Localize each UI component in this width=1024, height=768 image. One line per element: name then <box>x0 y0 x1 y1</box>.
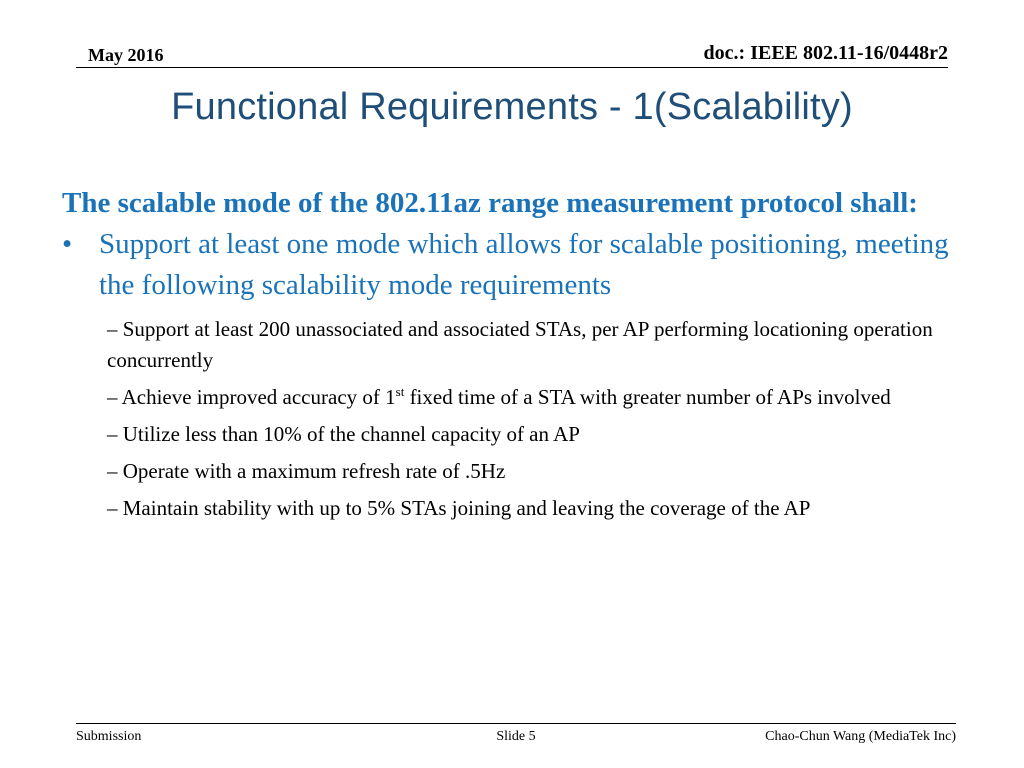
sub-item-capacity: – Support at least 200 unassociated and associated STAs, per AP performing locationing operation concurrently <box>107 317 933 372</box>
footer-submission: Submission <box>76 729 142 744</box>
sub-item-accuracy-sup: st <box>395 384 405 399</box>
slide-title: Functional Requirements - 1(Scalability) <box>171 86 853 128</box>
footer-author: Chao-Chun Wang (MediaTek Inc) <box>765 729 956 744</box>
bullet-item <box>62 224 952 306</box>
sub-item-stability: – Maintain stability with up to 5% STAs joining and leaving the coverage of the AP <box>107 496 811 520</box>
footer-divider <box>76 723 956 724</box>
footer-slide-number: Slide 5 <box>496 729 536 744</box>
sub-item-channel: – Utilize less than 10% of the channel capacity of an AP <box>107 422 580 446</box>
sub-item-accuracy-after: fixed time of a STA with greater number of APs involved <box>404 385 891 409</box>
header-doc-id: doc.: IEEE 802.11-16/0448r2 <box>703 42 948 64</box>
sub-bullet-list <box>62 314 952 524</box>
sub-item-refresh: – Operate with a maximum refresh rate of .5Hz <box>107 459 506 483</box>
bullet-marker: • <box>62 228 73 260</box>
header-divider <box>76 67 948 68</box>
bullet-text: Support at least one mode which allows for scalable positioning, meeting the following scalability mode requirements <box>99 228 949 301</box>
header-date: May 2016 <box>88 45 164 65</box>
sub-item-accuracy <box>107 382 952 413</box>
sub-item-accuracy-before: – Achieve improved accuracy of 1 <box>107 385 396 409</box>
slide-content <box>62 183 952 530</box>
intro-text: The scalable mode of the 802.11az range measurement protocol shall: <box>62 187 918 219</box>
